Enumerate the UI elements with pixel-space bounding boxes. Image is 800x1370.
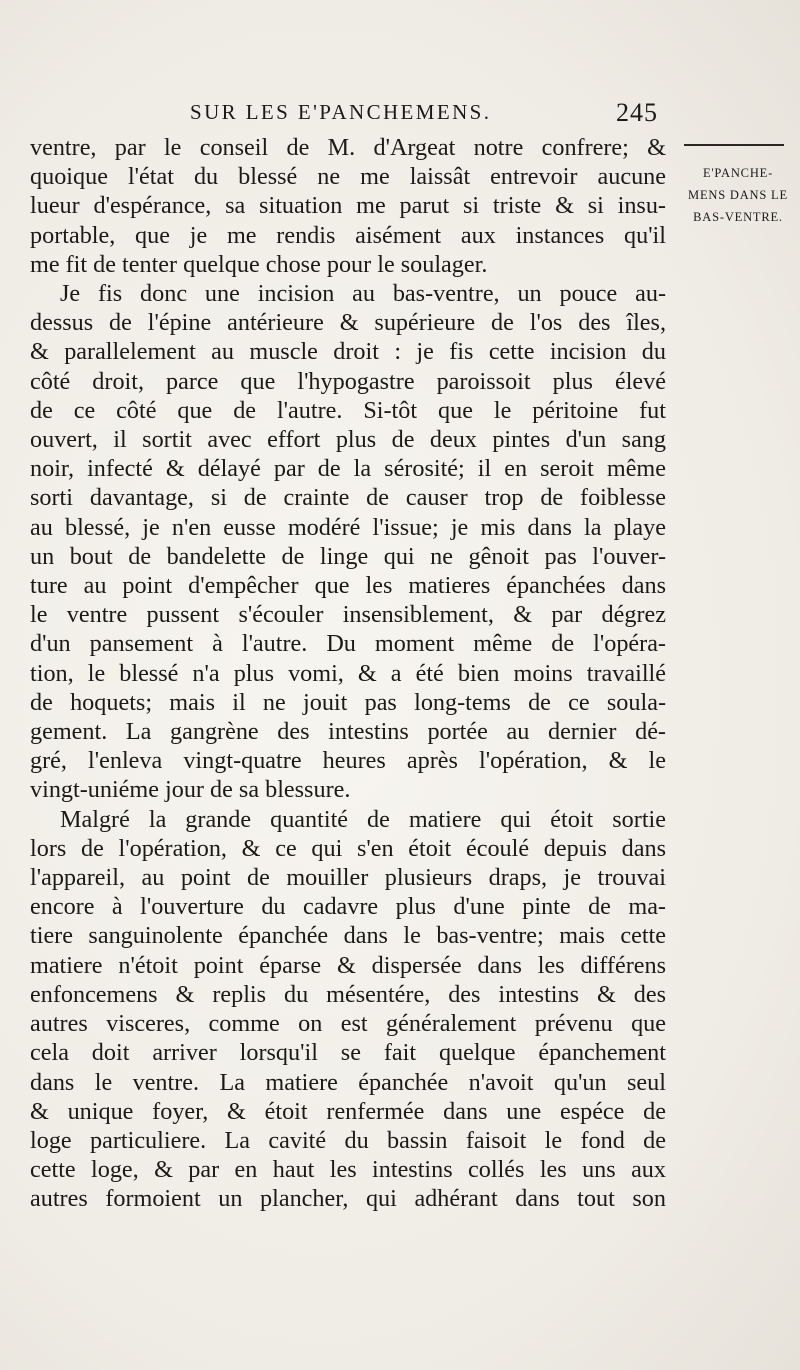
text-line: enfoncemens & replis du mésentére, des intestins & des (30, 980, 666, 1008)
margin-rule (684, 144, 784, 146)
text-line: matiere n'étoit point éparse & dispersée dans les différens (30, 951, 666, 979)
text-line: de ce côté que de l'autre. Si-tôt que le péritoine fut (30, 396, 666, 424)
margin-note-line: E'PANCHE- (702, 166, 774, 180)
text-line: me fit de tenter quelque chose pour le soulager. (30, 250, 488, 278)
text-line: lors de l'opération, & ce qui s'en étoit écoulé depuis dans (30, 834, 666, 862)
text-line: l'appareil, au point de mouiller plusieurs draps, je trouvai (30, 864, 666, 892)
margin-note (684, 162, 792, 228)
margin-note-line: BAS-VENTRE. (693, 210, 783, 224)
text-line: quoique l'état du blessé ne me laissât entrevoir aucune (30, 163, 666, 191)
text-line: d'un pansement à l'autre. Du moment même de l'opéra- (30, 630, 666, 658)
body-text (30, 133, 666, 1214)
text-line: Je fis donc une incision au bas-ventre, un pouce au- (60, 280, 666, 308)
text-line: lueur d'espérance, sa situation me parut si triste & si insu- (30, 192, 666, 220)
running-title: SUR LES E'PANCHEMENS. (190, 100, 492, 124)
text-line: portable, que je me rendis aisément aux instances qu'il (30, 221, 666, 249)
text-line: ouvert, il sortit avec effort plus de deux pintes d'un sang (30, 426, 666, 454)
text-line: ventre, par le conseil de M. d'Argeat notre confrere; & (30, 134, 666, 161)
text-line: dans le ventre. La matiere épanchée n'avoit qu'un seul (30, 1068, 666, 1096)
text-line: noir, infecté & délayé par de la sérosité; il en seroit même (30, 455, 666, 483)
text-line: cette loge, & par en haut les intestins collés les uns aux (30, 1156, 666, 1184)
text-line: autres visceres, comme on est généralement prévenu que (30, 1010, 666, 1038)
paragraph-continued (30, 133, 666, 279)
page-number: 245 (616, 98, 658, 127)
text-line: dessus de l'épine antérieure & supérieure de l'os des îles, (30, 309, 666, 337)
text-line: un bout de bandelette de linge qui ne gênoit pas l'ouver- (30, 542, 666, 570)
text-line: côté droit, parce que l'hypogastre paroissoit plus élevé (30, 367, 666, 395)
text-line: loge particuliere. La cavité du bassin faisoit le fond de (30, 1126, 666, 1154)
text-line: cela doit arriver lorsqu'il se fait quelque épanchement (30, 1039, 666, 1067)
text-line: ture au point d'empêcher que les matieres épanchées dans (30, 572, 666, 600)
text-line: vingt-uniéme jour de sa blessure. (30, 776, 351, 804)
text-line: tion, le blessé n'a plus vomi, & a été bien moins travaillé (30, 659, 666, 687)
text-line: autres formoient un plancher, qui adhérant dans tout son (30, 1185, 666, 1213)
text-line: tiere sanguinolente épanchée dans le bas-ventre; mais cette (30, 922, 666, 950)
running-head (0, 100, 800, 130)
text-line: le ventre pussent s'écouler insensiblement, & par dégrez (30, 601, 666, 629)
text-line: de hoquets; mais il ne jouit pas long-tems de ce soula- (30, 688, 666, 716)
text-line: & parallelement au muscle droit : je fis cette incision du (30, 338, 666, 366)
text-line: gré, l'enleva vingt-quatre heures après l'opération, & le (30, 747, 666, 775)
paragraph-autopsy (30, 805, 666, 1214)
text-line: Malgré la grande quantité de matiere qui étoit sortie (60, 805, 666, 833)
text-line: sorti davantage, si de crainte de causer trop de foiblesse (30, 484, 666, 512)
margin-note-line: MENS DANS LE (688, 188, 788, 202)
text-line: gement. La gangrène des intestins portée au dernier dé- (30, 718, 666, 746)
text-line: au blessé, je n'en eusse modéré l'issue; je mis dans la playe (30, 513, 666, 541)
paragraph-incision (30, 279, 666, 805)
text-line: & unique foyer, & étoit renfermée dans une espéce de (30, 1097, 666, 1125)
text-line: encore à l'ouverture du cadavre plus d'une pinte de ma- (30, 893, 666, 921)
